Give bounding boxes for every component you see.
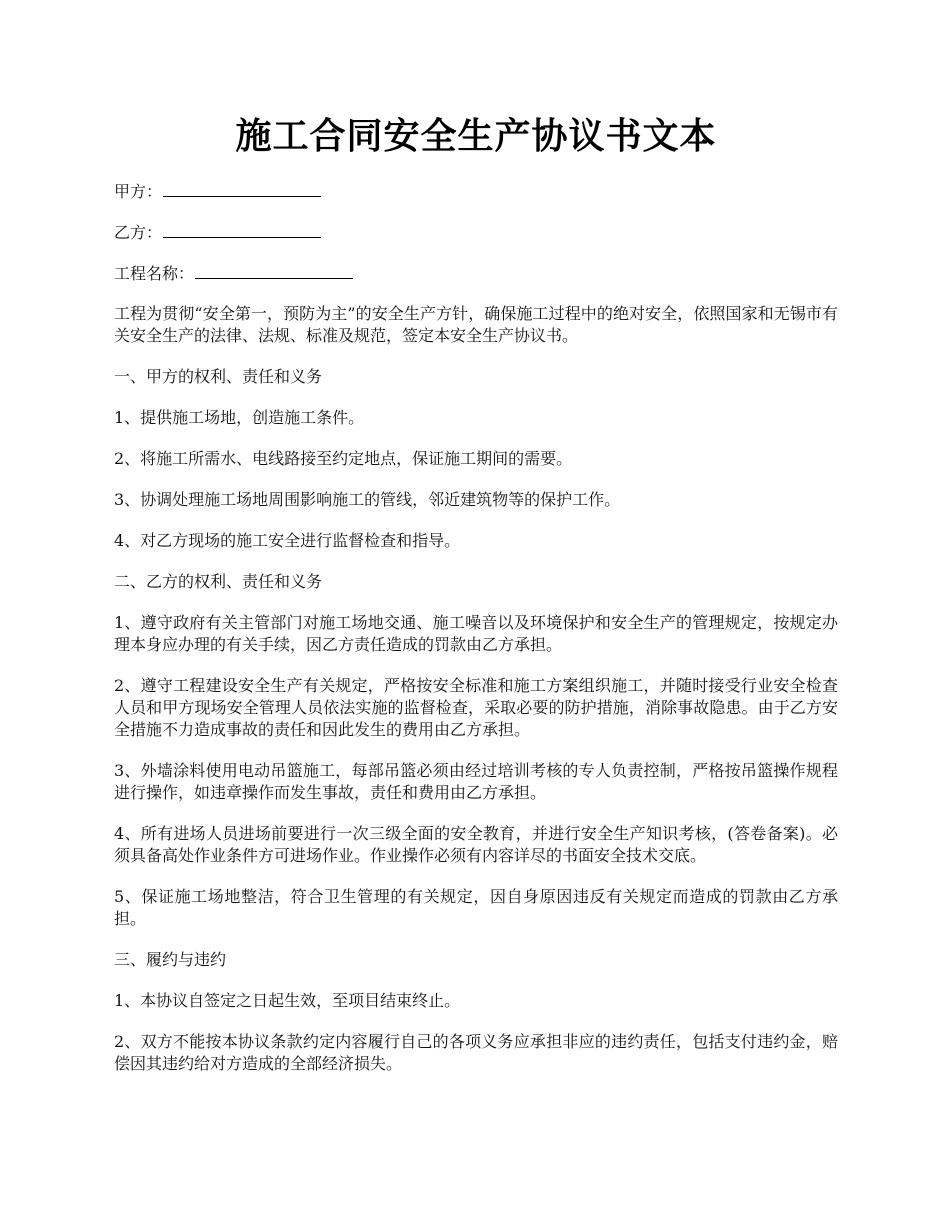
- field-party-b: [114, 221, 838, 245]
- list-item: 2、双方不能按本协议条款约定内容履行自己的各项义务应承担非应的违约责任，包括支付违约金，赔偿因其违约给对方造成的全部经济损失。: [114, 1032, 838, 1073]
- intro-paragraph: 工程为贯彻“安全第一，预防为主”的安全生产方针，确保施工过程中的绝对安全，依照国家和无锡市有关安全生产的法律、法规、标准及规范，签定本安全生产协议书。: [114, 304, 838, 345]
- list-item: 1、本协议自签定之日起生效，至项目结束终止。: [114, 991, 461, 1010]
- list-item: 3、协调处理施工场地周围影响施工的管线，邻近建筑物等的保护工作。: [114, 490, 621, 509]
- list-item: 2、遵守工程建设安全生产有关规定，严格按安全标准和施工方案组织施工，并随时接受行业安全检查人员和甲方现场安全管理人员依法实施的监督检查，采取必要的防护措施，消除事故隐患。由于乙方安全措施不力造成事故的责任和因此发生的费用由乙方承担。: [114, 676, 838, 739]
- list-item: 4、对乙方现场的施工安全进行监督检查和指导。: [114, 531, 461, 550]
- section-heading: 一、甲方的权利、责任和义务: [114, 367, 323, 386]
- field-label: 乙方：: [114, 223, 163, 242]
- list-item: 3、外墙涂料使用电动吊篮施工，每部吊篮必须由经过培训考核的专人负责控制，严格按吊篮操作规程进行操作，如违章操作而发生事故，责任和费用由乙方承担。: [114, 761, 838, 802]
- party-fields: [114, 180, 838, 286]
- section-heading: 三、履约与违约: [114, 950, 227, 969]
- blank-line: [163, 180, 321, 197]
- field-project-name: [114, 262, 838, 286]
- blank-line: [195, 262, 353, 279]
- field-party-a: [114, 180, 838, 204]
- list-item: 1、遵守政府有关主管部门对施工场地交通、施工噪音以及环境保护和安全生产的管理规定，按规定办理本身应办理的有关手续，因乙方责任造成的罚款由乙方承担。: [114, 613, 838, 654]
- list-item: 5、保证施工场地整洁，符合卫生管理的有关规定，因自身原因违反有关规定而造成的罚款由乙方承担。: [114, 887, 838, 928]
- list-item: 2、将施工所需水、电线路接至约定地点，保证施工期间的需要。: [114, 449, 573, 468]
- field-label: 甲方：: [114, 182, 163, 201]
- field-label: 工程名称：: [114, 264, 195, 283]
- blank-line: [163, 221, 321, 238]
- section-heading: 二、乙方的权利、责任和义务: [114, 572, 323, 591]
- list-item: 4、所有进场人员进场前要进行一次三级全面的安全教育，并进行安全生产知识考核，(答卷备案)。必须具备高处作业条件方可进场作业。作业操作必须有内容详尽的书面安全技术交底。: [114, 824, 838, 865]
- list-item: 1、提供施工场地，创造施工条件。: [114, 408, 365, 427]
- document-title: 施工合同安全生产协议书文本: [235, 115, 717, 157]
